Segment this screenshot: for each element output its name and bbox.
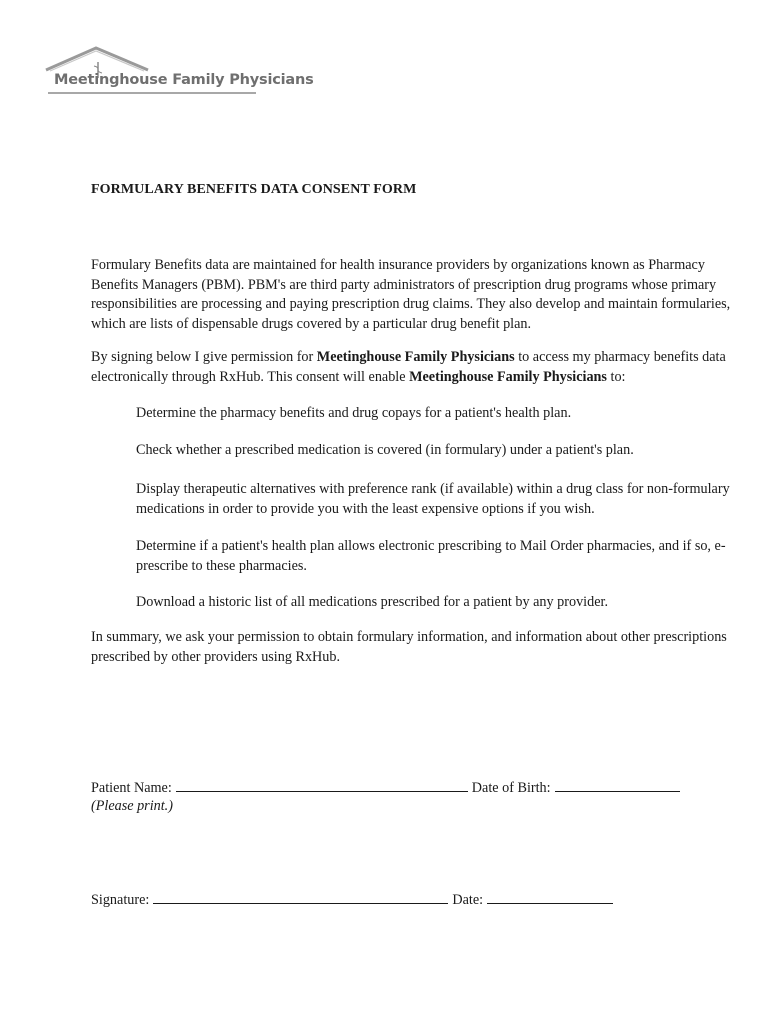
permission-text-2: to access my pharmacy benefits data electronically through RxHub. This consent will enable <box>91 349 726 385</box>
permission-text-3: to: <box>606 368 626 385</box>
list-item: Display therapeutic alternatives with preference rank (if available) within a drug class for non-formulary medications in order to provide you with the least expensive options if you wish. <box>136 481 730 517</box>
patient-name-field[interactable] <box>176 778 468 792</box>
practice-name-1: Meetinghouse Family Physicians <box>316 349 515 365</box>
form-title: FORMULARY BENEFITS DATA CONSENT FORM <box>91 182 417 197</box>
date-label: Date: <box>452 892 484 908</box>
permission-paragraph <box>91 348 731 387</box>
patient-name-row <box>91 778 684 798</box>
signature-row <box>91 890 617 910</box>
practice-name-2: Meetinghouse Family Physicians <box>409 368 607 385</box>
list-item: Determine if a patient's health plan allows electronic prescribing to Mail Order pharmacies, and if so, e-prescribe to these pharmacies. <box>136 538 726 574</box>
patient-name-label: Patient Name: <box>91 780 172 796</box>
print-note: (Please print.) <box>91 798 173 814</box>
intro-paragraph: Formulary Benefits data are maintained for health insurance providers by organizations known as Pharmacy Benefits Managers (PBM). PBM's are third party administrators of prescription drug programs whose primary responsibilities are processing and paying prescription drug claims. They also develop and maintain formularies, which are lists of dispensable drugs covered by a particular drug benefit plan. <box>91 257 731 332</box>
dob-label: Date of Birth: <box>471 780 551 796</box>
list-item: Check whether a prescribed medication is covered (in formulary) under a patient's plan. <box>136 442 634 458</box>
date-field[interactable] <box>487 890 613 904</box>
list-item: Determine the pharmacy benefits and drug copays for a patient's health plan. <box>136 405 572 421</box>
summary-paragraph: In summary, we ask your permission to obtain formulary information, and information about other prescriptions prescribed by other providers using RxHub. <box>91 629 727 665</box>
dob-field[interactable] <box>555 778 680 792</box>
practice-logo <box>44 44 314 96</box>
permission-text-1: By signing below I give permission for <box>91 349 317 365</box>
house-roof-icon <box>44 44 264 96</box>
logo-text: Meetinghouse Family Physicians <box>54 72 314 88</box>
signature-label: Signature: <box>91 892 150 908</box>
signature-field[interactable] <box>153 890 448 904</box>
list-item: Download a historic list of all medications prescribed for a patient by any provider. <box>136 594 608 610</box>
